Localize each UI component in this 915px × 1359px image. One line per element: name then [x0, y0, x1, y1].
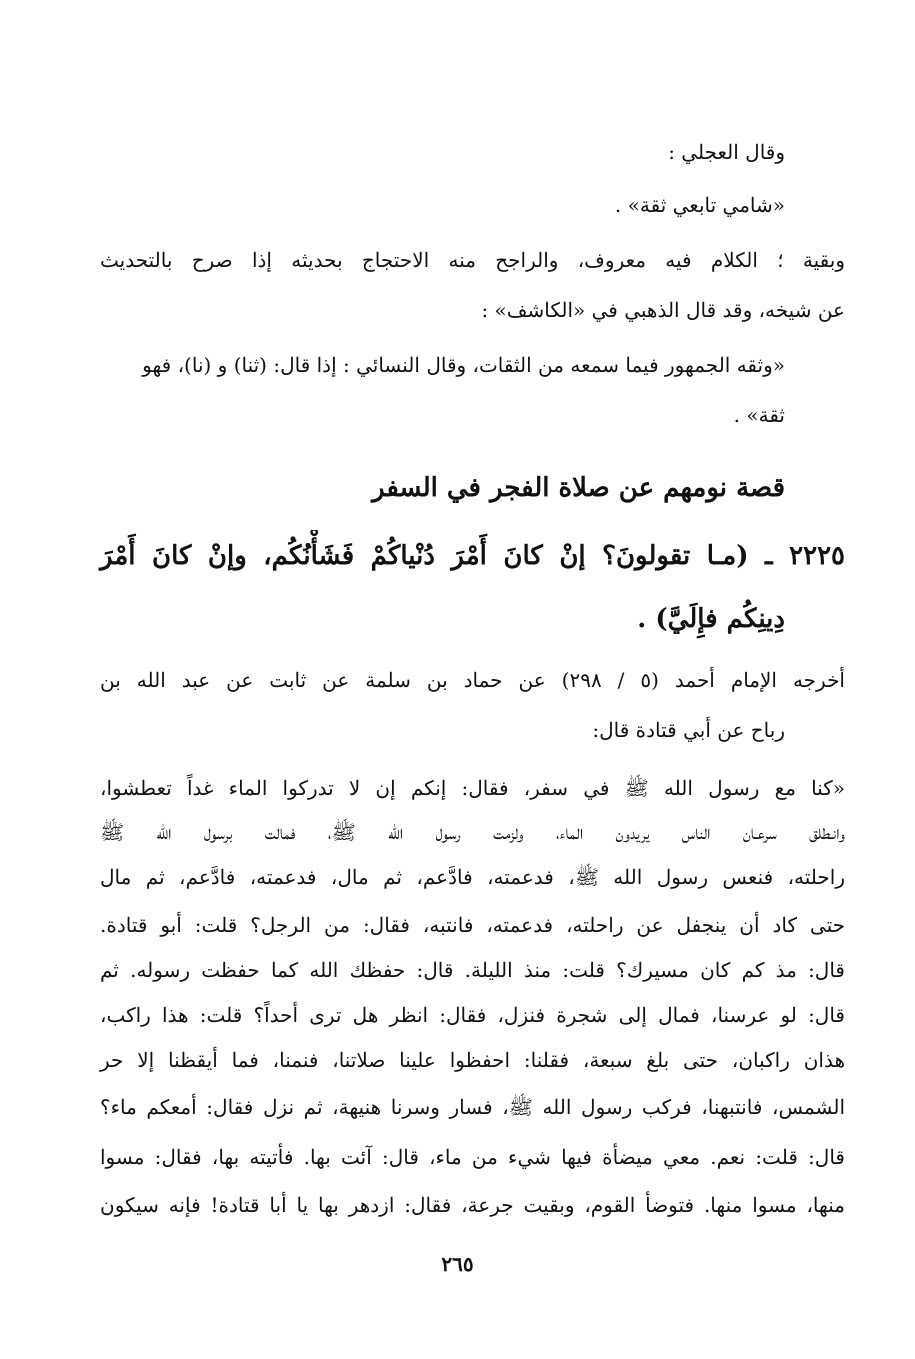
narration-line: منها، مسوا منها. فتوضأ القوم، وبقيت جرعة، فقال: ازدهر بها يا أبا قتادة! فإنه سيكون — [100, 1193, 845, 1217]
narration-line: راحلته، فنعس رسول الله ﷺ، فدعمته، فادَّعم، ثم مال، فدعمته، فادَّعم، ثم مال — [100, 865, 845, 889]
takhrij-line: رباح عن أبي قتادة قال: — [592, 718, 785, 742]
narration-line: قال: قلت: نعم. معي ميضأة فيها شيء من ماء، قال: آئت بها. فأتيته بها، فقال: مسوا — [100, 1145, 845, 1169]
hadith-text: دِينِكُم فإِلَيَّ) . — [637, 604, 785, 634]
text-line: وبقية ؛ الكلام فيه معروف، والراجح منه الاحتجاج بحديثه إذا صرح بالتحديث — [100, 248, 845, 272]
narration-line: قال: مذ كم كان مسيرك؟ قلت: منذ الليلة. قال: حفظك الله كما حفظت رسوله. ثم — [100, 958, 845, 982]
takhrij-line: أخرجه الإمام أحمد (٥ / ٢٩٨) عن حماد بن سلمة عن ثابت عن عبد الله بن — [100, 668, 845, 692]
narration-line: وانـطلق سرعـان الناس يريدون الماء، ولزمت رسول الله ﷺ، فمالت برسول الله ﷺ — [100, 820, 845, 844]
narration-line: هذان راكبان، حتى بلغ سبعة، فقلنا: احفظوا علينا صلاتنا، فنمنا، فما أيقظنا إلا حر — [100, 1048, 845, 1072]
hadith-text: ٢٢٢٥ ـ (مـا تقولونَ؟ إنْ كانَ أَمْرَ دُنْياكُمْ فَشَأْنُكُم، وإنْ كانَ أَمْرَ — [100, 541, 845, 571]
text-line: «وثقه الجمهور فيما سمعه من الثقات، وقال النسائي : إذا قال: (ثنا) و (نا)، فهو — [142, 353, 785, 377]
text-line: عن شيخه، وقد قال الذهبي في «الكاشف» : — [481, 298, 845, 322]
narration-line: «كنا مع رسول الله ﷺ في سفر، فقال: إنكم إن لا تدركوا الماء غداً تعطشوا، — [100, 776, 845, 800]
narration-line: حتى كاد أن ينجفل عن راحلته، فدعمته، فانتبه، فقال: من الرجل؟ قلت: أبو قتادة. — [100, 913, 845, 937]
narration-line: قال: لو عرسنا، فمال إلى شجرة فنزل، فقال: انظر هل ترى أحداً؟ قلت: هذا راكب، — [100, 1003, 845, 1027]
page-number: ٢٦٥ — [441, 1252, 474, 1276]
section-heading: قصة نومهم عن صلاة الفجر في السفر — [372, 473, 785, 503]
text-line: «شامي تابعي ثقة» . — [614, 193, 785, 217]
narration-line: الشمس، فانتبهنا، فركب رسول الله ﷺ، فسار وسرنا هنيهة، ثم نزل فقال: أمعكم ماء؟ — [100, 1095, 845, 1119]
text-line: ثقة» . — [733, 403, 785, 427]
text-line: وقال العجلي : — [668, 140, 785, 164]
